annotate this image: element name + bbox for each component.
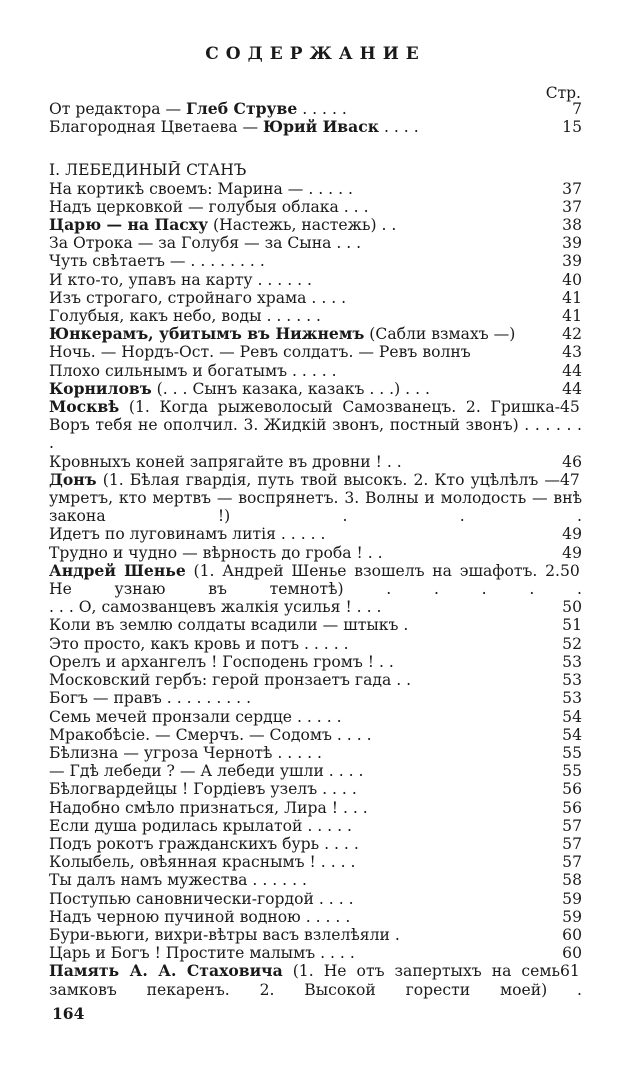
toc-entry[interactable] bbox=[49, 744, 582, 762]
toc-entry-page: 43 bbox=[562, 343, 582, 362]
toc-entry[interactable] bbox=[49, 726, 582, 744]
toc-entry-text: Кровныхъ коней запрягайте въ дровни ! . . bbox=[49, 452, 402, 471]
toc-entry-text: Голубыя, какъ небо, воды . . . . . . bbox=[49, 307, 321, 326]
toc-entry-page: 37 bbox=[562, 179, 582, 198]
toc-entry-text: Колыбель, овѣянная краснымъ ! . . . . bbox=[49, 853, 356, 872]
toc-entry-text: Московский гербъ: герой пронзаетъ гада . . bbox=[49, 671, 412, 690]
toc-entry-text: Благородная Цветаева — Юрий Иваск . . . . bbox=[49, 118, 419, 137]
toc-entry-text: На кортикѣ своемъ: Марина — . . . . . bbox=[49, 179, 353, 198]
toc-entry-page: 56 bbox=[562, 798, 582, 817]
toc-entry-page: 49 bbox=[562, 543, 582, 562]
toc-entry-page: 59 bbox=[562, 889, 582, 908]
toc-entry-page: 60 bbox=[562, 944, 582, 963]
toc-entry-page: 52 bbox=[562, 634, 582, 653]
toc-entry-text: Корниловъ (. . . Сынъ казака, казакъ . . .) . . . bbox=[49, 379, 430, 398]
toc-entry-page: 55 bbox=[562, 762, 582, 781]
toc-entry-text: Надъ черною пучиной водною . . . . . bbox=[49, 907, 351, 926]
toc-entry-page: 56 bbox=[562, 780, 582, 799]
toc-entry[interactable] bbox=[49, 908, 582, 926]
toc-entry-page: 53 bbox=[562, 671, 582, 690]
toc-entry-page: 60 bbox=[562, 925, 582, 944]
toc-entry[interactable] bbox=[49, 198, 582, 216]
toc-entry[interactable] bbox=[49, 525, 582, 543]
toc-entry-page: 49 bbox=[562, 525, 582, 544]
toc-entry-text: Ты далъ намъ мужества . . . . . . bbox=[49, 871, 307, 890]
toc-entry-page: 44 bbox=[562, 379, 582, 398]
toc-entry[interactable] bbox=[49, 398, 582, 453]
toc-entry[interactable] bbox=[49, 216, 582, 234]
toc-entry-page: 47 bbox=[560, 470, 580, 489]
toc-entry-text: Поступью сановнически-гордой . . . . bbox=[49, 889, 354, 908]
toc-entry[interactable] bbox=[49, 307, 582, 325]
toc-entry-page: 50 bbox=[560, 561, 580, 580]
toc-entry-page: 57 bbox=[562, 816, 582, 835]
toc-entry-text: Это просто, какъ кровь и потъ . . . . . bbox=[49, 634, 349, 653]
toc-entry-text: Чуть свѣтаетъ — . . . . . . . . bbox=[49, 252, 265, 271]
toc-entry[interactable] bbox=[49, 616, 582, 634]
toc-entry[interactable] bbox=[49, 671, 582, 689]
toc-entry[interactable] bbox=[49, 926, 582, 944]
toc-entry-page: 39 bbox=[562, 252, 582, 271]
toc-entry[interactable] bbox=[49, 689, 582, 707]
toc-entry-text: От редактора — Глеб Струве . . . . . bbox=[49, 100, 347, 118]
toc-entry-page: 53 bbox=[562, 689, 582, 708]
toc-entry-text: За Отрока — за Голубя — за Сына . . . bbox=[49, 234, 362, 253]
toc-entry-text: Царю — на Пасху (Настежь, настежь) . . bbox=[49, 216, 397, 235]
toc-entry[interactable] bbox=[49, 653, 582, 671]
toc-entry-text: Если душа родилась крылатой . . . . . bbox=[49, 816, 352, 835]
toc-entry-text: Ночь. — Нордъ-Ост. — Ревъ солдатъ. — Ревъ волнъ bbox=[49, 343, 471, 362]
toc-entry-page: 53 bbox=[562, 652, 582, 671]
toc-entry[interactable] bbox=[49, 708, 582, 726]
toc-entry[interactable] bbox=[49, 853, 582, 871]
toc-entry-text: Мракобѣсіе. — Смерчъ. — Содомъ . . . . bbox=[49, 725, 372, 744]
page-column-label: Стр. bbox=[545, 84, 581, 102]
toc-entry[interactable] bbox=[49, 780, 582, 798]
toc-entry-page: 58 bbox=[562, 871, 582, 890]
toc-entry-text: Москвѣ (1. Когда рыжеволосый Самозванецъ. 2. Гришка-Воръ тебя не ополчил. 3. Жидкій звонъ, постный звонъ) . . . . . . . bbox=[49, 398, 582, 453]
toc-entry-page: 59 bbox=[562, 907, 582, 926]
toc-entry-text: Семь мечей пронзали сердце . . . . . bbox=[49, 707, 342, 726]
toc-entry[interactable] bbox=[49, 871, 582, 889]
page-title: СОДЕРЖАНИЕ bbox=[205, 44, 426, 64]
toc-entry-text: Надъ церковкой — голубыя облака . . . bbox=[49, 197, 369, 216]
toc-entry[interactable] bbox=[49, 234, 582, 252]
toc-entry-text: Трудно и чудно — вѣрность до гроба ! . . bbox=[49, 543, 383, 562]
toc-entry[interactable] bbox=[49, 118, 582, 136]
toc-entry[interactable] bbox=[49, 762, 582, 780]
toc-entry[interactable] bbox=[49, 325, 582, 343]
toc-entry-text: Плохо сильнымъ и богатымъ . . . . . bbox=[49, 361, 337, 380]
toc-entry-text: Память А. А. Стаховича (1. Не отъ запертыхъ на семь замковъ пекаренъ. 2. Высокой горести моей) . bbox=[49, 962, 582, 999]
toc-entry-page: 55 bbox=[562, 743, 582, 762]
toc-entry-page: 57 bbox=[562, 853, 582, 872]
toc-entry-page: 44 bbox=[562, 361, 582, 380]
toc-entry[interactable] bbox=[49, 471, 582, 526]
toc-entry-page: 37 bbox=[562, 197, 582, 216]
toc-entry-text: . . . О, самозванцевъ жалкія усилья ! . . . bbox=[49, 598, 382, 617]
toc-entry-page: 54 bbox=[562, 707, 582, 726]
toc-entry-text: Бури-вьюги, вихри-вѣтры васъ взлелѣяли . bbox=[49, 925, 400, 944]
toc-entry[interactable] bbox=[49, 944, 582, 962]
toc-entry[interactable] bbox=[49, 252, 582, 270]
toc-entry[interactable] bbox=[49, 598, 582, 616]
toc-entry-text: Богъ — правъ . . . . . . . . . bbox=[49, 689, 252, 708]
toc-entry-page: 42 bbox=[562, 325, 582, 344]
toc-entry-text: Подъ рокотъ гражданскихъ бурь . . . . bbox=[49, 834, 359, 853]
toc-entry[interactable] bbox=[49, 635, 582, 653]
toc-entry[interactable] bbox=[49, 289, 582, 307]
toc-entry-page: 46 bbox=[562, 452, 582, 471]
toc-entry-text: Надобно смѣло признаться, Лира ! . . . bbox=[49, 798, 368, 817]
toc-entry-text: И кто-то, упавъ на карту . . . . . . bbox=[49, 270, 312, 289]
toc-entry[interactable] bbox=[49, 799, 582, 817]
toc-entry-text: Царь и Богъ ! Простите малымъ . . . . bbox=[49, 944, 355, 963]
toc-entry[interactable] bbox=[49, 380, 582, 398]
section-heading: I. ЛЕБЕДИНЫЙ СТАНЪ bbox=[49, 161, 247, 180]
toc-entry[interactable] bbox=[49, 562, 582, 598]
toc-entry-page: 41 bbox=[562, 288, 582, 307]
toc-entry[interactable] bbox=[49, 343, 582, 361]
toc-entry-text: Идетъ по луговинамъ литія . . . . . bbox=[49, 525, 326, 544]
toc-entry-text: Орелъ и архангелъ ! Господень громъ ! . . bbox=[49, 652, 394, 671]
toc-entry-page: 38 bbox=[562, 216, 582, 235]
toc-entry-page: 7 bbox=[572, 100, 582, 118]
toc-entry-page: 39 bbox=[562, 234, 582, 253]
toc-entry-page: 51 bbox=[562, 616, 582, 635]
toc-entry-page: 50 bbox=[562, 598, 582, 617]
toc-entry-page: 61 bbox=[560, 962, 580, 981]
toc-entry[interactable] bbox=[49, 835, 582, 853]
toc-entry-text: Донъ (1. Бѣлая гвардія, путь твой высокъ. 2. Кто уцѣлѣлъ — умретъ, кто мертвъ — воспрянетъ. 3. Волны и молодость — внѣ закона !) . . . bbox=[49, 470, 582, 526]
toc-entry[interactable] bbox=[49, 362, 582, 380]
toc-entry-page: 15 bbox=[562, 118, 582, 137]
toc-entry[interactable] bbox=[49, 453, 582, 471]
table-of-contents bbox=[49, 100, 582, 999]
toc-entry-text: Юнкерамъ, убитымъ въ Нижнемъ (Сабли взмахъ —) bbox=[49, 325, 516, 344]
toc-entry-text: Бѣлизна — угроза Чернотѣ . . . . . bbox=[49, 743, 322, 762]
toc-entry[interactable] bbox=[49, 544, 582, 562]
toc-entry-page: 41 bbox=[562, 307, 582, 326]
toc-entry[interactable] bbox=[49, 180, 582, 198]
toc-entry[interactable] bbox=[49, 817, 582, 835]
toc-entry-page: 40 bbox=[562, 270, 582, 289]
toc-entries-list bbox=[49, 180, 582, 999]
toc-entry-page: 54 bbox=[562, 725, 582, 744]
toc-entry[interactable] bbox=[49, 962, 582, 998]
folio-number: 164 bbox=[52, 1004, 85, 1023]
toc-entry-page: 57 bbox=[562, 834, 582, 853]
toc-entry-page: 45 bbox=[560, 398, 580, 417]
toc-entry-text: Изъ строгаго, стройнаго храма . . . . bbox=[49, 288, 347, 307]
toc-entry-text: Андрей Шенье (1. Андрей Шенье взошелъ на эшафотъ. 2. Не узнаю въ темнотѣ) . . . . . bbox=[49, 561, 582, 599]
toc-entry-text: — Гдѣ лебеди ? — А лебеди ушли . . . . bbox=[49, 762, 364, 781]
toc-entry-text: Бѣлогвардейцы ! Гордіевъ узелъ . . . . bbox=[49, 780, 357, 799]
toc-entry[interactable] bbox=[49, 890, 582, 908]
toc-entry[interactable] bbox=[49, 100, 582, 118]
toc-entry-text: Коли въ землю солдаты всадили — штыкъ . bbox=[49, 616, 409, 635]
toc-entry[interactable] bbox=[49, 271, 582, 289]
